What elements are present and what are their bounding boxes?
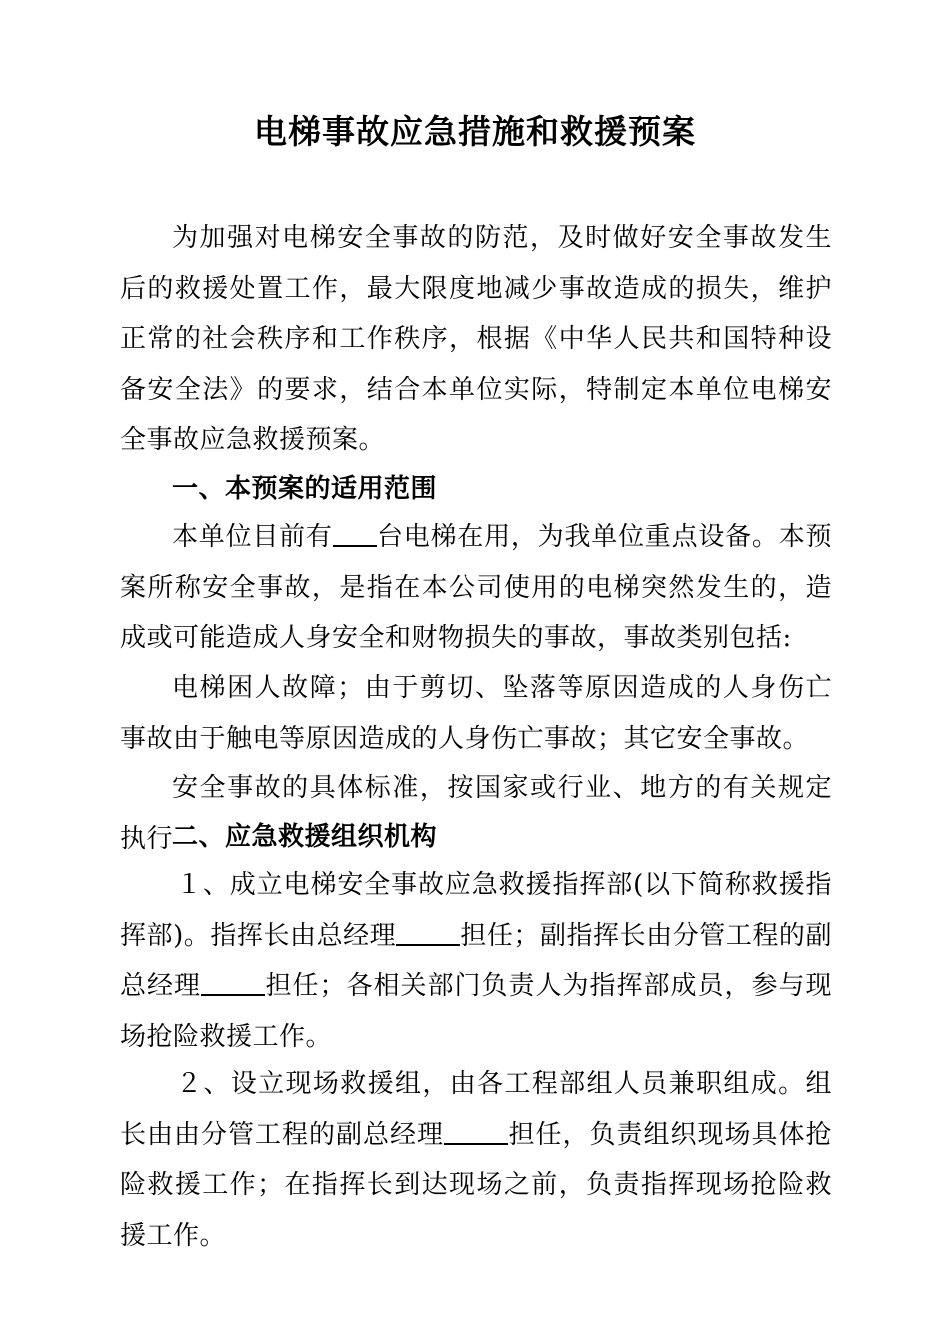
section-1-heading: 一、本预案的适用范围	[172, 474, 438, 504]
section-2-item-2-part-b: 担任，负责组织现场具体抢险救援工作；在指挥长到达现场之前，负责指挥现场抢险救援工作。	[120, 1119, 832, 1251]
document-title: 电梯事故应急措施和救援预案	[254, 112, 696, 151]
section-1-p1-after: 台电梯在用，为我单位重点设备。本预案所称安全事故，是指在本公司使用的电梯突然发生的，造成或可能造成人身安全和财物损失的事故，事故类别包括:	[120, 522, 832, 653]
deputy-commander-name-blank	[201, 972, 265, 996]
commander-name-blank	[396, 922, 460, 946]
elevator-count-blank	[333, 523, 377, 547]
section-2-item-1-part-c: 担任；各相关部门负责人为指挥部成员，参与现场抢险救援工作。	[120, 971, 832, 1052]
intro-paragraph: 为加强对电梯安全事故的防范，及时做好安全事故发生后的救援处置工作，最大限度地减少事故造成的损失，维护正常的社会秩序和工作秩序，根据《中华人民共和国特种设备安全法》的要求，结合本单位实际，特制定本单位电梯安全事故应急救援预案。	[120, 223, 832, 455]
section-1-p1-before: 本单位目前有	[172, 522, 333, 552]
section-2-item-1-part-b: 担任；副指挥长由分管工程的副总经理	[120, 920, 832, 1001]
section-1-paragraph-2: 电梯困人故障；由于剪切、坠落等原因造成的人身伤亡事故由于触电等原因造成的人身伤亡事故；其它安全事故。	[120, 673, 832, 754]
section-2-item-1	[120, 860, 832, 1062]
section-1-paragraph-1	[120, 512, 832, 664]
section-2-item-2	[120, 1059, 832, 1261]
section-2-heading: 二、应急救援组织机构	[172, 822, 438, 852]
section-2-item-1-part-a: １、成立电梯安全事故应急救援指挥部(以下简称救援指挥部)。指挥长由总经理	[120, 870, 832, 951]
section-1-paragraph-3: 安全事故的具体标准，按国家或行业、地方的有关规定执行	[120, 773, 832, 854]
section-2-item-2-part-a: ２、设立现场救援组，由各工程部组人员兼职组成。组长由由分管工程的副总经理	[120, 1069, 832, 1150]
team-leader-name-blank	[444, 1121, 508, 1145]
